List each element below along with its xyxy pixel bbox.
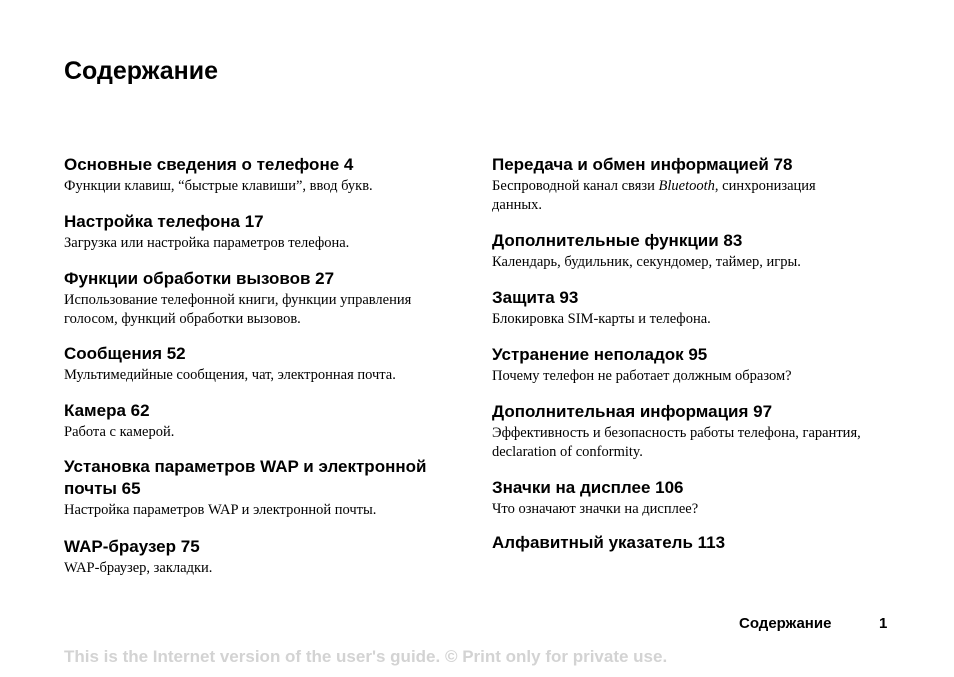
toc-entry-camera	[64, 400, 464, 456]
toc-entry-heading[interactable]: Значки на дисплее 106	[492, 478, 684, 497]
footer-section-label: Содержание	[739, 615, 832, 632]
watermark-notice: This is the Internet version of the user's guide. © Print only for private use.	[64, 647, 668, 666]
toc-entry-heading[interactable]: Защита 93	[492, 288, 579, 307]
toc-entry-description: WAP-браузер, закладки.	[64, 560, 213, 576]
toc-entry-messages	[64, 343, 464, 400]
toc-entry-heading[interactable]: Основные сведения о телефоне 4	[64, 155, 354, 174]
toc-entry-wap-browser	[64, 536, 464, 578]
toc-entry-additional-info	[492, 401, 862, 477]
toc-entry-heading[interactable]: Алфавитный указатель 113	[492, 533, 726, 552]
toc-entry-transfer	[492, 154, 862, 230]
toc-entry-extras	[492, 230, 862, 287]
toc-entry-description: Настройка параметров WAP и электронной почты.	[64, 502, 377, 518]
toc-entry-index	[492, 532, 862, 554]
toc-entry-heading[interactable]: Функции обработки вызовов 27	[64, 269, 335, 288]
toc-entry-heading[interactable]: Дополнительная информация 97	[492, 402, 773, 421]
toc-entry-heading[interactable]: Настройка телефона 17	[64, 212, 264, 231]
toc-entry-heading[interactable]: Устранение неполадок 95	[492, 345, 708, 364]
toc-entry-heading[interactable]: Передача и обмен информацией 78	[492, 155, 793, 174]
toc-entry-description: Почему телефон не работает должным образом?	[492, 368, 792, 384]
toc-entry-description: Мультимедийные сообщения, чат, электронная почта.	[64, 367, 396, 383]
toc-entry-basics	[64, 154, 464, 211]
toc-entry-description: Беспроводной канал связи Bluetooth, синхронизация данных.	[492, 178, 816, 213]
toc-entry-description: Календарь, будильник, секундомер, таймер, игры.	[492, 254, 801, 270]
toc-left-column	[64, 154, 464, 578]
toc-entry-description: Функции клавиш, “быстрые клавиши”, ввод букв.	[64, 178, 373, 194]
toc-entry-wap-email	[64, 456, 464, 536]
toc-entry-display-icons	[492, 477, 862, 532]
toc-entry-heading[interactable]: Дополнительные функции 83	[492, 231, 743, 250]
toc-entry-description: Блокировка SIM-карты и телефона.	[492, 311, 711, 327]
toc-entry-description: Что означают значки на дисплее?	[492, 501, 699, 517]
toc-entry-heading[interactable]: WAP-браузер 75	[64, 537, 200, 556]
toc-entry-description: Загрузка или настройка параметров телефона.	[64, 235, 350, 251]
toc-entry-heading[interactable]: Сообщения 52	[64, 344, 186, 363]
toc-entry-troubleshooting	[492, 344, 862, 401]
toc-entry-description: Работа с камерой.	[64, 424, 175, 440]
toc-entry-heading[interactable]: Установка параметров WAP и электронной почты 65	[64, 457, 427, 498]
toc-entry-description: Использование телефонной книги, функции управления голосом, функций обработки вызовов.	[64, 292, 412, 327]
toc-entry-calls	[64, 268, 464, 343]
page-title: Содержание	[64, 57, 219, 85]
toc-right-column	[492, 154, 862, 554]
toc-entry-description: Эффективность и безопасность работы телефона, гарантия, declaration of conformity.	[492, 425, 861, 460]
toc-entry-setup	[64, 211, 464, 268]
footer-page-number: 1	[879, 615, 888, 632]
toc-entry-security	[492, 287, 862, 344]
toc-entry-heading[interactable]: Камера 62	[64, 401, 150, 420]
